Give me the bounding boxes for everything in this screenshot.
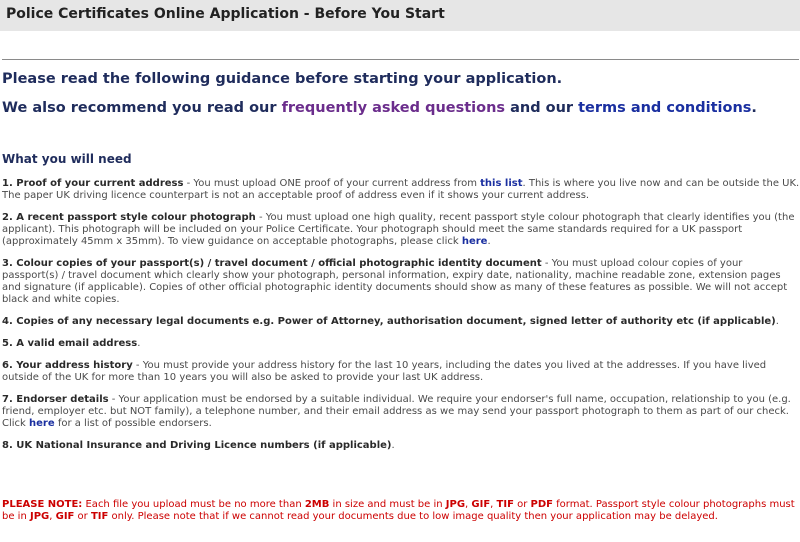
photo-format-jpg: JPG [29, 511, 50, 522]
format-tif: TIF [496, 499, 514, 510]
requirement-text: - Your application must be endorsed by a suitable individual. We require your endorser's full name, occupation, relationship to you (e.g. friend, employer etc. but NOT family), a telephone number, and their email address as we may send your passport photograph to them as part of our check. Click [2, 394, 791, 429]
format-gif: GIF [471, 499, 491, 510]
note-text: in size and must be in [329, 499, 446, 510]
recommend-text-mid: and our [505, 100, 579, 116]
requirement-title: 1. Proof of your current address [2, 178, 184, 189]
requirement-text: - You must upload colour copies of your passport(s) / travel document which clearly show your photograph, personal information, expiry date, nationality, machine readable zone, extension pages and signature (if applicable). Copies of other official photographic identity documents should show as many of these features as possible. We will not accept black and white copies. [2, 258, 788, 305]
page-title: Police Certificates Online Application - Before You Start [6, 6, 445, 22]
photo-format-tif: TIF [90, 511, 109, 522]
requirement-title: 8. UK National Insurance and Driving Licence numbers (if applicable) [2, 440, 392, 451]
note-text: only. Please note that if we cannot read your documents due to low image quality then your application may be delayed. [108, 511, 718, 522]
requirement-title: 5. A valid email address [2, 338, 138, 349]
requirement-text: . This is where you live now and can be outside the UK. The paper UK driving licence counterpart is not an acceptable proof of address even if it shows your current address. [2, 178, 800, 201]
requirements-list [2, 178, 800, 462]
upload-format-note [2, 499, 800, 523]
endorsers-list-link[interactable]: here [29, 418, 55, 429]
max-file-size: 2MB [304, 499, 330, 510]
note-text: Each file you upload must be no more than [82, 499, 305, 510]
note-text: , [465, 499, 472, 510]
guidance-intro: Please read the following guidance before starting your application. [2, 71, 563, 87]
requirement-text: - You must upload ONE proof of your current address from [183, 178, 481, 189]
requirement-email [2, 338, 800, 350]
requirement-title: 4. Copies of any necessary legal documents e.g. Power of Attorney, authorisation document, signed letter of authority etc (if applicable) [2, 316, 776, 327]
address-proof-list-link[interactable]: this list [480, 178, 523, 189]
requirement-legal-documents [2, 316, 800, 328]
requirement-text: for a list of possible endorsers. [54, 418, 212, 429]
format-pdf: PDF [530, 499, 553, 510]
photo-format-gif: GIF [55, 511, 75, 522]
format-jpg: JPG [445, 499, 466, 510]
requirement-text: - You must provide your address history for the last 10 years, including the dates you lived at the addresses. If you have lived outside of the UK for more than 10 years you will also be asked to provide your last UK address. [2, 360, 767, 383]
requirement-text: . [487, 236, 491, 247]
note-text: or [513, 499, 531, 510]
requirement-photograph [2, 212, 800, 248]
faq-link[interactable]: frequently asked questions [281, 100, 506, 116]
requirement-passport-copies [2, 258, 800, 306]
note-text: format. Passport style colour photographs must be in [2, 499, 795, 522]
requirement-text: . [775, 316, 779, 327]
what-you-will-need-heading: What you will need [2, 152, 132, 166]
requirement-address-history [2, 360, 800, 384]
terms-link[interactable]: terms and conditions [578, 100, 752, 116]
note-label: PLEASE NOTE: [2, 499, 83, 510]
requirement-text: . [137, 338, 141, 349]
page-header [0, 0, 800, 31]
requirement-text: . [391, 440, 395, 451]
note-text: , [49, 511, 56, 522]
requirement-proof-of-address [2, 178, 800, 202]
recommend-text-end: . [751, 100, 757, 116]
photo-guidance-link[interactable]: here [461, 236, 488, 247]
requirement-title: 6. Your address history [2, 360, 133, 371]
requirement-title: 3. Colour copies of your passport(s) / travel document / official photographic identity document [2, 258, 542, 269]
recommend-text-start: We also recommend you read our [2, 100, 282, 116]
note-text: or [74, 511, 91, 522]
divider [2, 59, 799, 60]
recommend-line [2, 100, 757, 116]
requirement-ni-driving-licence [2, 440, 800, 452]
requirement-text: - You must upload one high quality, recent passport style colour photograph that clearly identifies you (the applicant). This photograph will be included on your Police Certificate. Your photograph should meet the same standards required for a UK passport (approximately 45mm x 35mm). To view guidance on acceptable photographs, please click [2, 212, 795, 247]
requirement-title: 2. A recent passport style colour photograph [2, 212, 256, 223]
requirement-endorser [2, 394, 800, 430]
note-text: , [490, 499, 497, 510]
requirement-title: 7. Endorser details [2, 394, 109, 405]
